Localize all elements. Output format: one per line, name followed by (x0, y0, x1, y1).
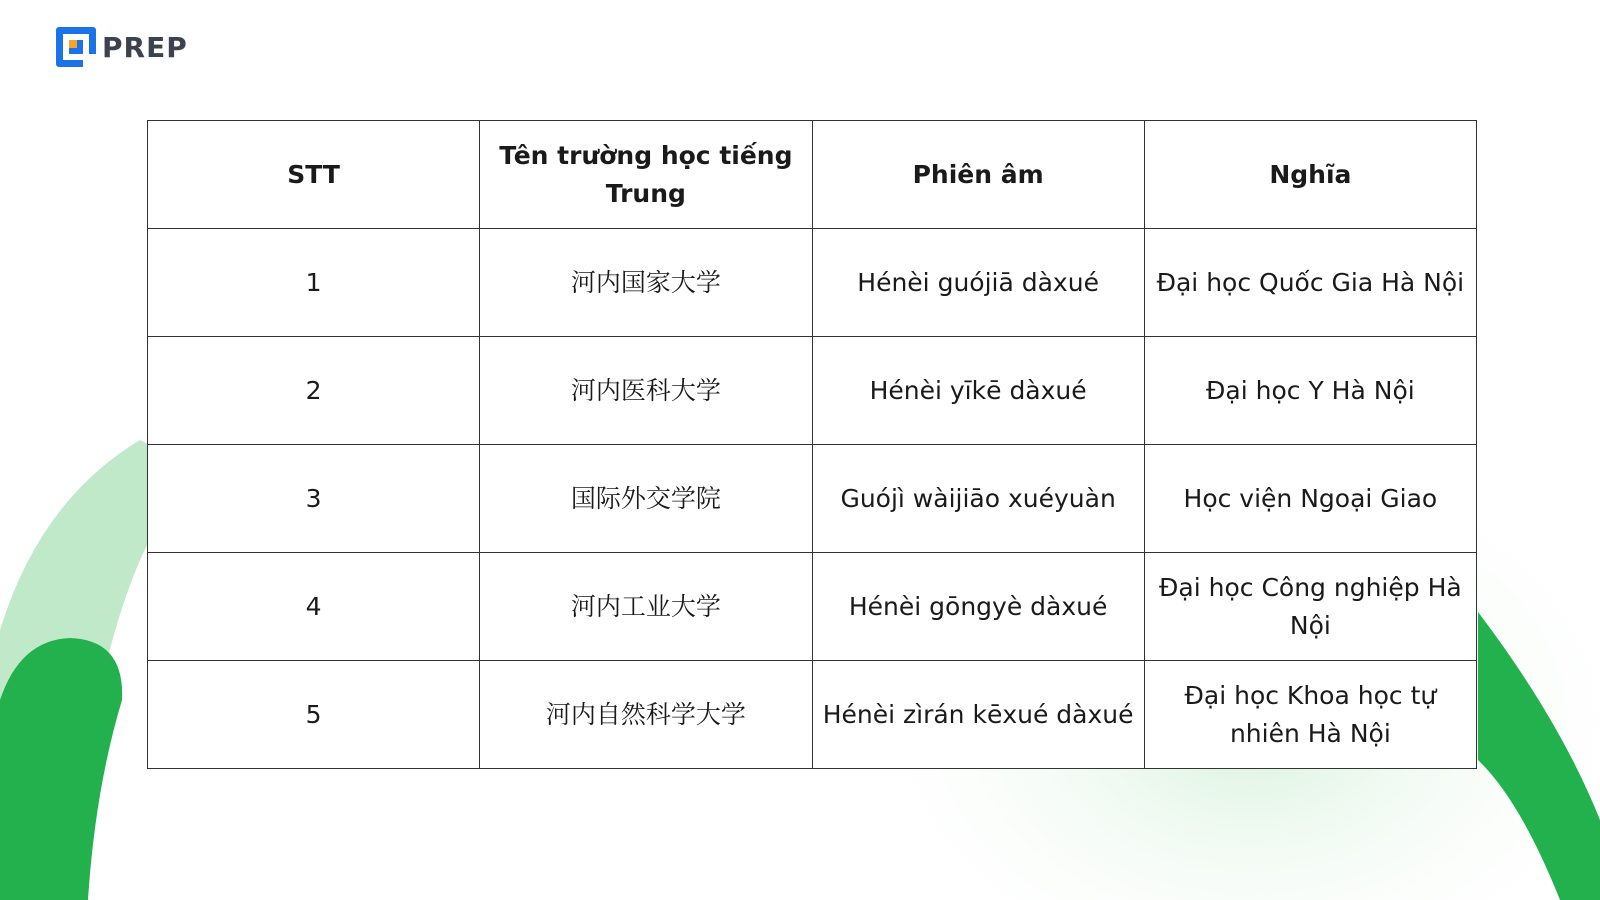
schools-table (147, 120, 1477, 769)
table-row (148, 337, 1477, 445)
cell-school-name: 国际外交学院 (480, 445, 812, 553)
header-meaning: Nghĩa (1144, 121, 1476, 229)
cell-school-name: 河内工业大学 (480, 553, 812, 661)
green-arc-left (0, 638, 122, 900)
prep-logo[interactable] (56, 27, 188, 67)
table-row (148, 553, 1477, 661)
cell-pinyin: Guójì wàijiāo xuéyuàn (812, 445, 1144, 553)
cell-stt: 2 (148, 337, 480, 445)
cell-stt: 4 (148, 553, 480, 661)
cell-meaning: Đại học Công nghiệp Hà Nội (1144, 553, 1476, 661)
cell-stt: 3 (148, 445, 480, 553)
table-row (148, 229, 1477, 337)
cell-school-name: 河内自然科学大学 (480, 661, 812, 769)
header-school-name: Tên trường học tiếng Trung (480, 121, 812, 229)
cell-pinyin: Hénèi yīkē dàxué (812, 337, 1144, 445)
cell-stt: 1 (148, 229, 480, 337)
cell-meaning: Đại học Y Hà Nội (1144, 337, 1476, 445)
prep-logo-icon (56, 27, 96, 67)
cell-school-name: 河内医科大学 (480, 337, 812, 445)
header-stt: STT (148, 121, 480, 229)
cell-meaning: Đại học Khoa học tự nhiên Hà Nội (1144, 661, 1476, 769)
table-row (148, 445, 1477, 553)
cell-meaning: Học viện Ngoại Giao (1144, 445, 1476, 553)
table-header-row (148, 121, 1477, 229)
schools-table-container (147, 120, 1477, 769)
cell-school-name: 河内国家大学 (480, 229, 812, 337)
header-pinyin: Phiên âm (812, 121, 1144, 229)
cell-meaning: Đại học Quốc Gia Hà Nội (1144, 229, 1476, 337)
cell-stt: 5 (148, 661, 480, 769)
cell-pinyin: Hénèi zìrán kēxué dàxué (812, 661, 1144, 769)
table-row (148, 661, 1477, 769)
cell-pinyin: Hénèi gōngyè dàxué (812, 553, 1144, 661)
cell-pinyin: Hénèi guójiā dàxué (812, 229, 1144, 337)
brand-name: PREP (102, 30, 188, 64)
